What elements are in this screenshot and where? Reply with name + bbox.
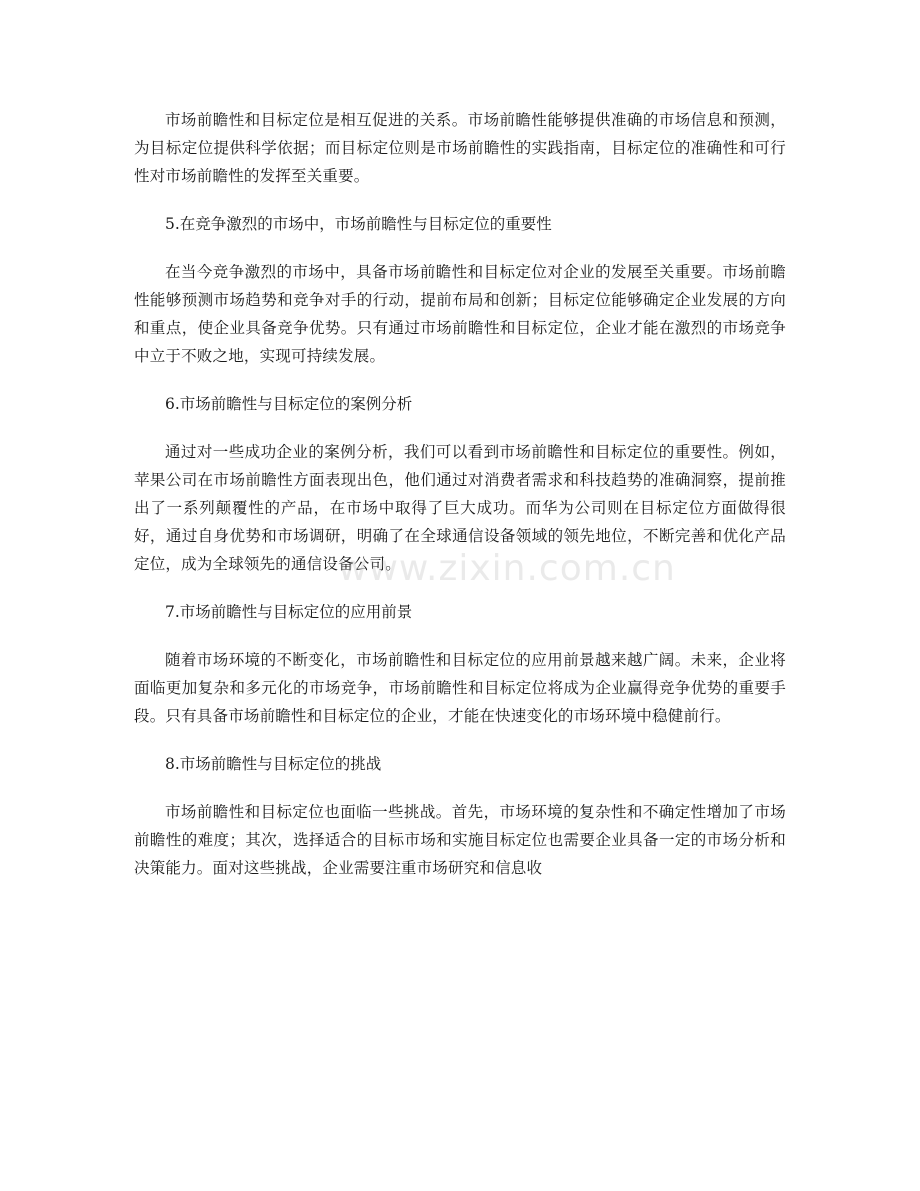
paragraph-intro: 市场前瞻性和目标定位是相互促进的关系。市场前瞻性能够提供准确的市场信息和预测，为目标定位提供科学依据；而目标定位则是市场前瞻性的实践指南，目标定位的准确性和可行性对市场前瞻性的发挥至关重要。 <box>134 111 786 185</box>
paragraph-section-6: 通过对一些成功企业的案例分析，我们可以看到市场前瞻性和目标定位的重要性。例如，苹果公司在市场前瞻性方面表现出色，他们通过对消费者需求和科技趋势的准确洞察，提前推出了一系列颠覆性的产品，在市场中取得了巨大成功。而华为公司则在目标定位方面做得很好，通过自身优势和市场调研，明确了在全球通信设备领域的领先地位，不断完善和优化产品定位，成为全球领先的通信设备公司。 <box>134 443 786 573</box>
section-heading-8: 8.市场前瞻性与目标定位的挑战 <box>165 755 382 773</box>
section-heading-6: 6.市场前瞻性与目标定位的案例分析 <box>165 395 413 413</box>
paragraph-section-7: 随着市场环境的不断变化，市场前瞻性和目标定位的应用前景越来越广阔。未来，企业将面临更加复杂和多元化的市场竞争，市场前瞻性和目标定位将成为企业赢得竞争优势的重要手段。只有具备市场前瞻性和目标定位的企业，才能在快速变化的市场环境中稳健前行。 <box>134 651 786 725</box>
watermark: www.zixin.com.cn <box>338 548 676 589</box>
section-heading-7: 7.市场前瞻性与目标定位的应用前景 <box>165 603 413 621</box>
paragraph-section-8: 市场前瞻性和目标定位也面临一些挑战。首先，市场环境的复杂性和不确定性增加了市场前瞻性的难度；其次，选择适合的目标市场和实施目标定位也需要企业具备一定的市场分析和决策能力。面对这些挑战，企业需要注重市场研究和信息收 <box>134 803 786 877</box>
paragraph-section-5: 在当今竞争激烈的市场中，具备市场前瞻性和目标定位对企业的发展至关重要。市场前瞻性能够预测市场趋势和竞争对手的行动，提前布局和创新；目标定位能够确定企业发展的方向和重点，使企业具备竞争优势。只有通过市场前瞻性和目标定位，企业才能在激烈的市场竞争中立于不败之地，实现可持续发展。 <box>134 263 786 365</box>
section-heading-5: 5.在竞争激烈的市场中，市场前瞻性与目标定位的重要性 <box>165 215 552 233</box>
document-body <box>134 106 786 882</box>
